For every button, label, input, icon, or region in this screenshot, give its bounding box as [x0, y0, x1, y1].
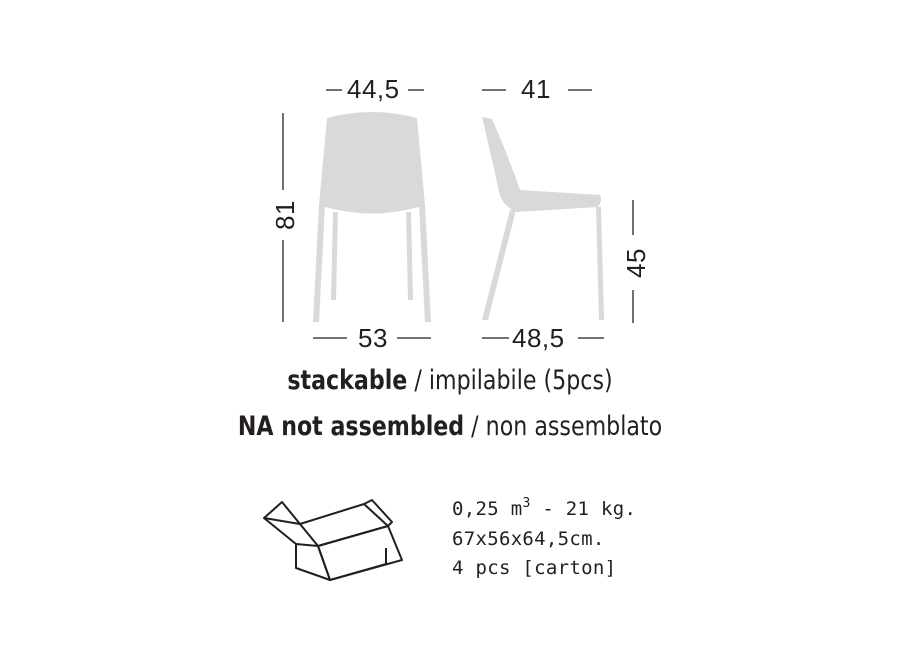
side-base-depth-label: 48,5	[512, 323, 565, 353]
volume-exponent: 3	[522, 496, 531, 511]
seat-height-label: 45	[620, 248, 651, 278]
side-depth-label: 41	[521, 74, 551, 104]
stackable-text: stackable	[287, 365, 408, 396]
assembly-caption	[81, 413, 819, 440]
packaging-volume: 0,25 m	[452, 498, 523, 520]
front-width-label: 44,5	[347, 74, 400, 104]
front-base-width-label: 53	[358, 323, 388, 353]
packaging-weight: - 21 kg.	[530, 498, 637, 520]
packaging-quantity: 4 pcs [carton]	[452, 557, 617, 579]
caption-separator: /	[407, 365, 429, 396]
height-label: 81	[269, 200, 300, 230]
chair-side-view-icon	[482, 117, 604, 320]
caption-separator: /	[464, 411, 486, 442]
packaging-volume-weight	[452, 497, 636, 519]
stackable-italian-text: impilabile (5pcs)	[428, 365, 613, 396]
not-assembled-italian-text: non assemblato	[485, 411, 663, 442]
stackable-caption	[81, 367, 819, 394]
open-box-icon	[264, 500, 402, 580]
not-assembled-text: NA not assembled	[237, 411, 465, 442]
packaging-size: 67x56x64,5cm.	[452, 528, 605, 550]
chair-front-view-icon	[313, 112, 431, 322]
